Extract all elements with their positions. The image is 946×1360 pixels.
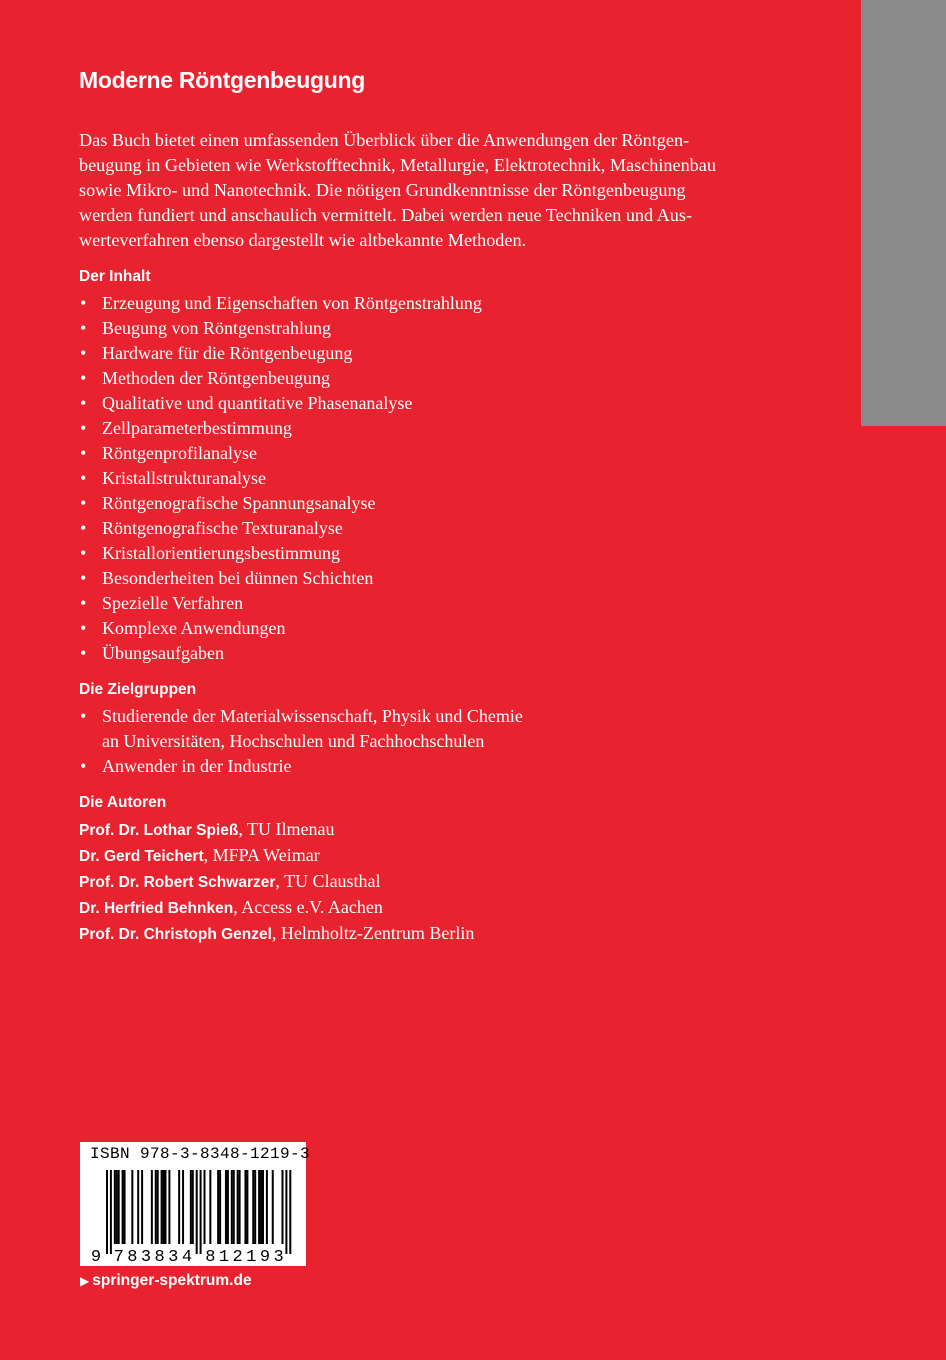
- bullet-icon: •: [80, 756, 87, 776]
- author-entry: [79, 921, 779, 947]
- barcode-bar: [141, 1170, 143, 1244]
- barcode-bar: [244, 1170, 246, 1244]
- author-name: Prof. Dr. Christoph Genzel: [79, 926, 272, 943]
- bullet-icon: •: [80, 443, 87, 463]
- inhalt-list: [79, 291, 779, 666]
- author-affiliation: , MFPA Weimar: [203, 845, 320, 865]
- list-item: • Anwender in der Industrie: [79, 754, 779, 779]
- list-item: • Röntgenografische Spannungsanalyse: [79, 491, 779, 516]
- barcode-digit: 1: [246, 1248, 257, 1266]
- arrow-right-icon: ▶: [80, 1274, 90, 1288]
- author-entry: [79, 869, 779, 895]
- barcode-bar: [122, 1170, 124, 1244]
- barcode-bar: [233, 1170, 235, 1244]
- author-affiliation: , Helmholtz-Zentrum Berlin: [271, 923, 475, 943]
- bullet-icon: •: [80, 418, 87, 438]
- bullet-icon: •: [80, 468, 87, 488]
- list-item: • Übungsaufgaben: [79, 641, 779, 666]
- barcode-digit: 3: [273, 1248, 284, 1266]
- bullet-icon: •: [80, 706, 87, 726]
- intro-line: werteverfahren ebenso dargestellt wie altbekannte Methoden.: [79, 230, 527, 250]
- barcode-bar: [252, 1170, 254, 1244]
- barcode-digit: 7: [113, 1248, 124, 1266]
- intro-paragraph: [79, 128, 779, 253]
- gray-side-strip: [861, 0, 946, 426]
- bullet-icon: •: [80, 393, 87, 413]
- barcode-graphic: [80, 1168, 306, 1266]
- list-item: • Besonderheiten bei dünnen Schichten: [79, 566, 779, 591]
- barcode-digit: 3: [140, 1248, 152, 1266]
- barcode-bar: [204, 1170, 206, 1244]
- bullet-icon: •: [80, 543, 87, 563]
- barcode-bar: [161, 1170, 163, 1244]
- bullet-icon: •: [80, 643, 87, 663]
- autoren-heading: Die Autoren: [79, 794, 167, 811]
- bullet-icon: •: [80, 518, 87, 538]
- intro-line: sowie Mikro- und Nanotechnik. Die nötigen Grundkenntnisse der Röntgenbeugung: [79, 180, 686, 200]
- author-name: Prof. Dr. Robert Schwarzer: [79, 874, 276, 891]
- barcode-bar: [157, 1170, 159, 1244]
- author-name: Prof. Dr. Lothar Spieß: [79, 822, 239, 839]
- barcode-bar: [289, 1170, 291, 1254]
- barcode-bar: [246, 1170, 248, 1244]
- intro-line: werden fundiert und anschaulich vermittelt. Dabei werden neue Techniken und Aus-: [79, 205, 693, 225]
- isbn-barcode: [80, 1142, 311, 1266]
- barcode-bar: [239, 1170, 241, 1244]
- intro-line: Das Buch bietet einen umfassenden Überblick über die Anwendungen der Röntgen-: [79, 130, 690, 150]
- bullet-icon: •: [80, 618, 87, 638]
- list-item: • Hardware für die Röntgenbeugung: [79, 341, 779, 366]
- barcode-digit: 8: [127, 1248, 138, 1266]
- barcode-bar: [285, 1170, 287, 1254]
- book-title: Moderne Röntgenbeugung: [79, 67, 365, 93]
- barcode-bar: [266, 1170, 268, 1244]
- barcode-bar: [237, 1170, 239, 1244]
- author-affiliation: , TU Clausthal: [275, 871, 381, 891]
- bullet-icon: •: [80, 318, 87, 338]
- barcode-bar: [196, 1170, 198, 1254]
- barcode-bar: [200, 1170, 202, 1254]
- barcode-bar: [168, 1170, 170, 1244]
- barcode-digit: 3: [168, 1248, 179, 1266]
- barcode-bar: [155, 1170, 157, 1244]
- bullet-icon: •: [80, 493, 87, 513]
- barcode-bar: [106, 1170, 108, 1254]
- author-entry: [79, 817, 779, 843]
- bullet-icon: •: [80, 343, 87, 363]
- author-entry: [79, 895, 779, 921]
- author-affiliation: , Access e.V. Aachen: [233, 897, 383, 917]
- barcode-bar: [227, 1170, 229, 1244]
- barcode-bar: [272, 1170, 274, 1244]
- author-affiliation: , TU Ilmenau: [238, 819, 335, 839]
- barcode-digit: 8: [205, 1248, 216, 1266]
- barcode-bar: [151, 1170, 153, 1244]
- barcode-bar: [131, 1170, 133, 1244]
- barcode-bar: [182, 1170, 184, 1244]
- barcode-bar: [116, 1170, 118, 1244]
- list-item: • Methoden der Röntgenbeugung: [79, 366, 779, 391]
- barcode-bar: [254, 1170, 256, 1244]
- bullet-icon: •: [80, 568, 87, 588]
- intro-line: beugung in Gebieten wie Werkstofftechnik, Metallurgie, Elektrotechnik, Maschinenbau: [79, 155, 716, 175]
- barcode-bar: [190, 1170, 192, 1244]
- barcode-bar: [282, 1170, 284, 1244]
- barcode-bar: [219, 1170, 221, 1244]
- barcode-bar: [225, 1170, 227, 1244]
- bullet-icon: •: [80, 293, 87, 313]
- barcode-digit: 8: [154, 1248, 165, 1266]
- list-item: • Röntgenprofilanalyse: [79, 441, 779, 466]
- list-item: • Erzeugung und Eigenschaften von Röntgenstrahlung: [79, 291, 779, 316]
- barcode-bar: [124, 1170, 126, 1244]
- barcode-bar: [260, 1170, 262, 1244]
- barcode-digit: 9: [90, 1248, 102, 1266]
- author-name: Dr. Herfried Behnken: [79, 900, 234, 917]
- barcode-bar: [110, 1170, 112, 1254]
- barcode-bar: [258, 1170, 260, 1244]
- barcode-digit: 2: [232, 1248, 243, 1266]
- author-name: Dr. Gerd Teichert: [79, 848, 204, 865]
- barcode-digit: 4: [181, 1248, 193, 1266]
- barcode-bar: [231, 1170, 233, 1244]
- list-item: • Spezielle Verfahren: [79, 591, 779, 616]
- barcode-bar: [209, 1170, 211, 1244]
- back-cover-content: [79, 62, 779, 947]
- barcode-digit: 1: [218, 1248, 230, 1266]
- list-item: • Qualitative und quantitative Phasenanalyse: [79, 391, 779, 416]
- website-url: springer-spektrum.de: [92, 1272, 252, 1289]
- inhalt-heading: Der Inhalt: [79, 268, 151, 285]
- publisher-website: [80, 1272, 252, 1290]
- barcode-bar: [217, 1170, 219, 1244]
- list-item: • Studierende der Materialwissenschaft, Physik und Chemie an Universitäten, Hochschulen und Fachhochschulen: [80, 706, 523, 751]
- barcode-bar: [114, 1170, 116, 1244]
- barcode-bar: [192, 1170, 194, 1244]
- barcode-bar: [165, 1170, 167, 1244]
- author-entry: [79, 843, 779, 869]
- barcode-bar: [262, 1170, 264, 1244]
- barcode-bar: [137, 1170, 139, 1244]
- barcode-bar: [118, 1170, 120, 1244]
- list-item: • Komplexe Anwendungen: [79, 616, 779, 641]
- bullet-icon: •: [80, 368, 87, 388]
- zielgruppen-heading: Die Zielgruppen: [79, 681, 197, 698]
- list-item: • Kristallorientierungsbestimmung: [79, 541, 779, 566]
- list-item: • Zellparameterbestimmung: [79, 416, 779, 441]
- zielgruppen-list: [79, 704, 779, 779]
- bullet-icon: •: [80, 593, 87, 613]
- list-item: • Kristallstrukturanalyse: [79, 466, 779, 491]
- barcode-bar: [163, 1170, 165, 1244]
- barcode-digit: 9: [259, 1248, 271, 1266]
- barcode-bar: [178, 1170, 180, 1244]
- isbn-label: ISBN 978-3-8348-1219-3: [90, 1145, 311, 1163]
- list-item: • Röntgenografische Texturanalyse: [79, 516, 779, 541]
- list-item: • Beugung von Röntgenstrahlung: [79, 316, 779, 341]
- author-list: [79, 817, 779, 947]
